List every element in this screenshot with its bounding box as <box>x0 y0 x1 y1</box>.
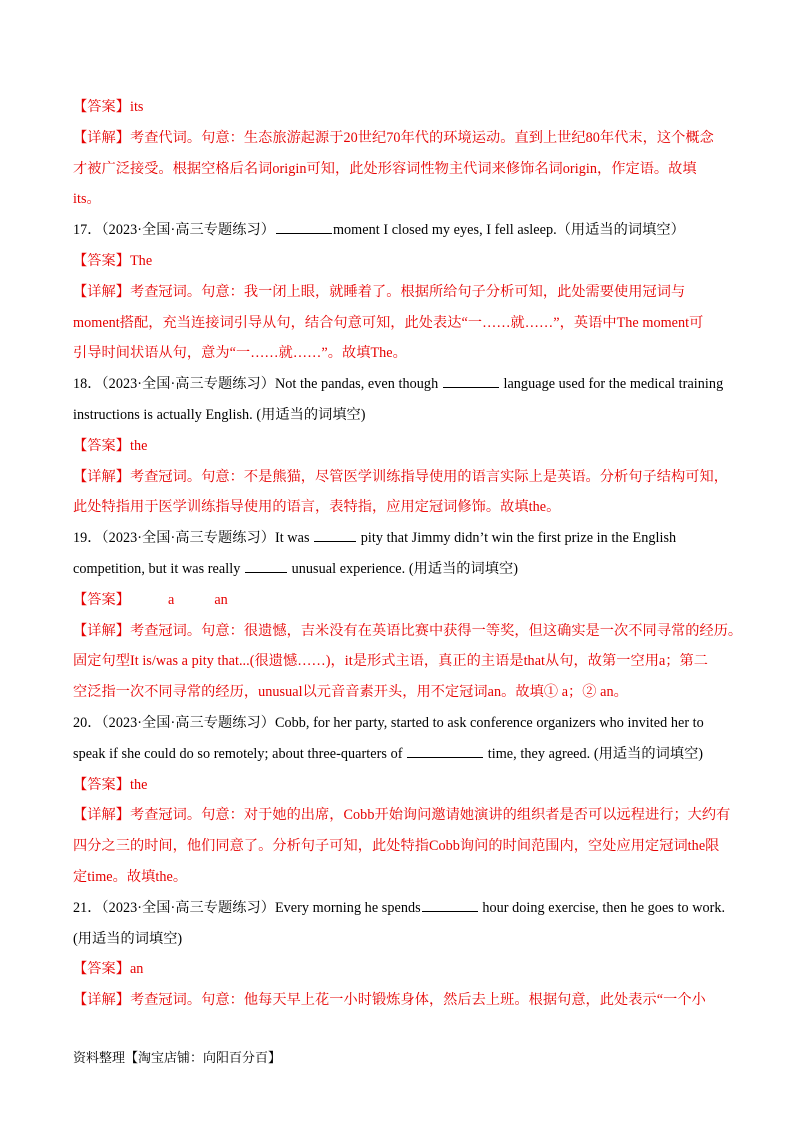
question-18: 18．（2023·全国·高三专题练习）Not the pandas, even though language used for the medical training <box>73 376 724 393</box>
detail-line: 【详解】考查冠词。句意：不是熊猫，尽管医学训练指导使用的语言实际上是英语。分析句子结构可知， <box>73 468 728 485</box>
answer-blank <box>245 560 287 573</box>
page-footer: 资料整理【淘宝店铺：向阳百分百】 <box>73 1050 282 1065</box>
question-19-cont: competition, but it was really unusual experience. (用适当的词填空) <box>73 560 519 577</box>
page-content <box>73 92 743 1016</box>
question-20-cont: speak if she could do so remotely; about three-quarters of time, they agreed. (用适当的词填空) <box>73 745 704 762</box>
detail-line: 此处特指用于医学训练指导使用的语言，表特指，应用定冠词修饰。故填the。 <box>73 499 561 516</box>
detail-line: 引导时间状语从句，意为“一……就……”。故填The。 <box>73 345 407 362</box>
answer-line: 【答案】the <box>73 437 148 454</box>
answer-blank <box>407 745 483 758</box>
answer-blank <box>276 221 332 234</box>
question-19: 19．（2023·全国·高三专题练习）It was pity that Jimmy didn’t win the first prize in the English <box>73 530 677 547</box>
answer-line: 【答案】its <box>73 99 144 115</box>
question-21: 21．（2023·全国·高三专题练习）Every morning he spends hour doing exercise, then he goes to work. <box>73 899 726 916</box>
answer-blank <box>422 899 478 912</box>
detail-line: 定time。故填the。 <box>73 868 188 885</box>
answer-line: 【答案】 a an <box>73 591 228 608</box>
detail-line: moment搭配，充当连接词引导从句，结合句意可知，此处表达“一……就……”，英语中The moment可 <box>73 314 704 331</box>
detail-line: 【详解】考查代词。句意：生态旅游起源于20世纪70年代的环境运动。直到上世纪80年代末，这个概念 <box>73 129 714 146</box>
answer-blank <box>443 375 499 388</box>
detail-line: 固定句型It is/was a pity that...(很遗憾……)，it是形式主语，真正的主语是that从句，故第一空用a；第二 <box>73 653 708 670</box>
question-21-cont: (用适当的词填空) <box>73 930 183 947</box>
detail-line: 【详解】考查冠词。句意：很遗憾，吉米没有在英语比赛中获得一等奖，但这确实是一次不同寻常的经历。 <box>73 622 743 639</box>
question-18-cont: instructions is actually English. (用适当的词填空) <box>73 406 366 423</box>
detail-line: 【详解】考查冠词。句意：对于她的出席，Cobb开始询问邀请她演讲的组织者是否可以远程进行；大约有 <box>73 807 731 824</box>
detail-line: its。 <box>73 191 101 208</box>
detail-line: 【详解】考查冠词。句意：我一闭上眼，就睡着了。根据所给句子分析可知，此处需要使用冠词与 <box>73 283 686 300</box>
question-20: 20．（2023·全国·高三专题练习）Cobb, for her party, started to ask conference organizers who invited her to <box>73 714 704 731</box>
answer-blank <box>314 529 356 542</box>
answer-line: 【答案】an <box>73 961 144 978</box>
detail-line: 【详解】考查冠词。句意：他每天早上花一小时锻炼身体，然后去上班。根据句意，此处表示“一个小 <box>73 992 706 1009</box>
detail-line: 四分之三的时间，他们同意了。分析句子可知，此处特指Cobb询问的时间范围内，空处应用定冠词the限 <box>73 838 720 855</box>
answer-line: 【答案】the <box>73 776 148 793</box>
detail-line: 空泛指一次不同寻常的经历，unusual以元音音素开头，用不定冠词an。故填① a；② an。 <box>73 684 628 701</box>
question-17: 17．（2023·全国·高三专题练习） moment I closed my eyes, I fell asleep.（用适当的词填空） <box>73 222 685 239</box>
answer-line: 【答案】The <box>73 252 153 269</box>
detail-line: 才被广泛接受。根据空格后名词origin可知，此处形容词性物主代词来修饰名词origin，作定语。故填 <box>73 160 697 177</box>
